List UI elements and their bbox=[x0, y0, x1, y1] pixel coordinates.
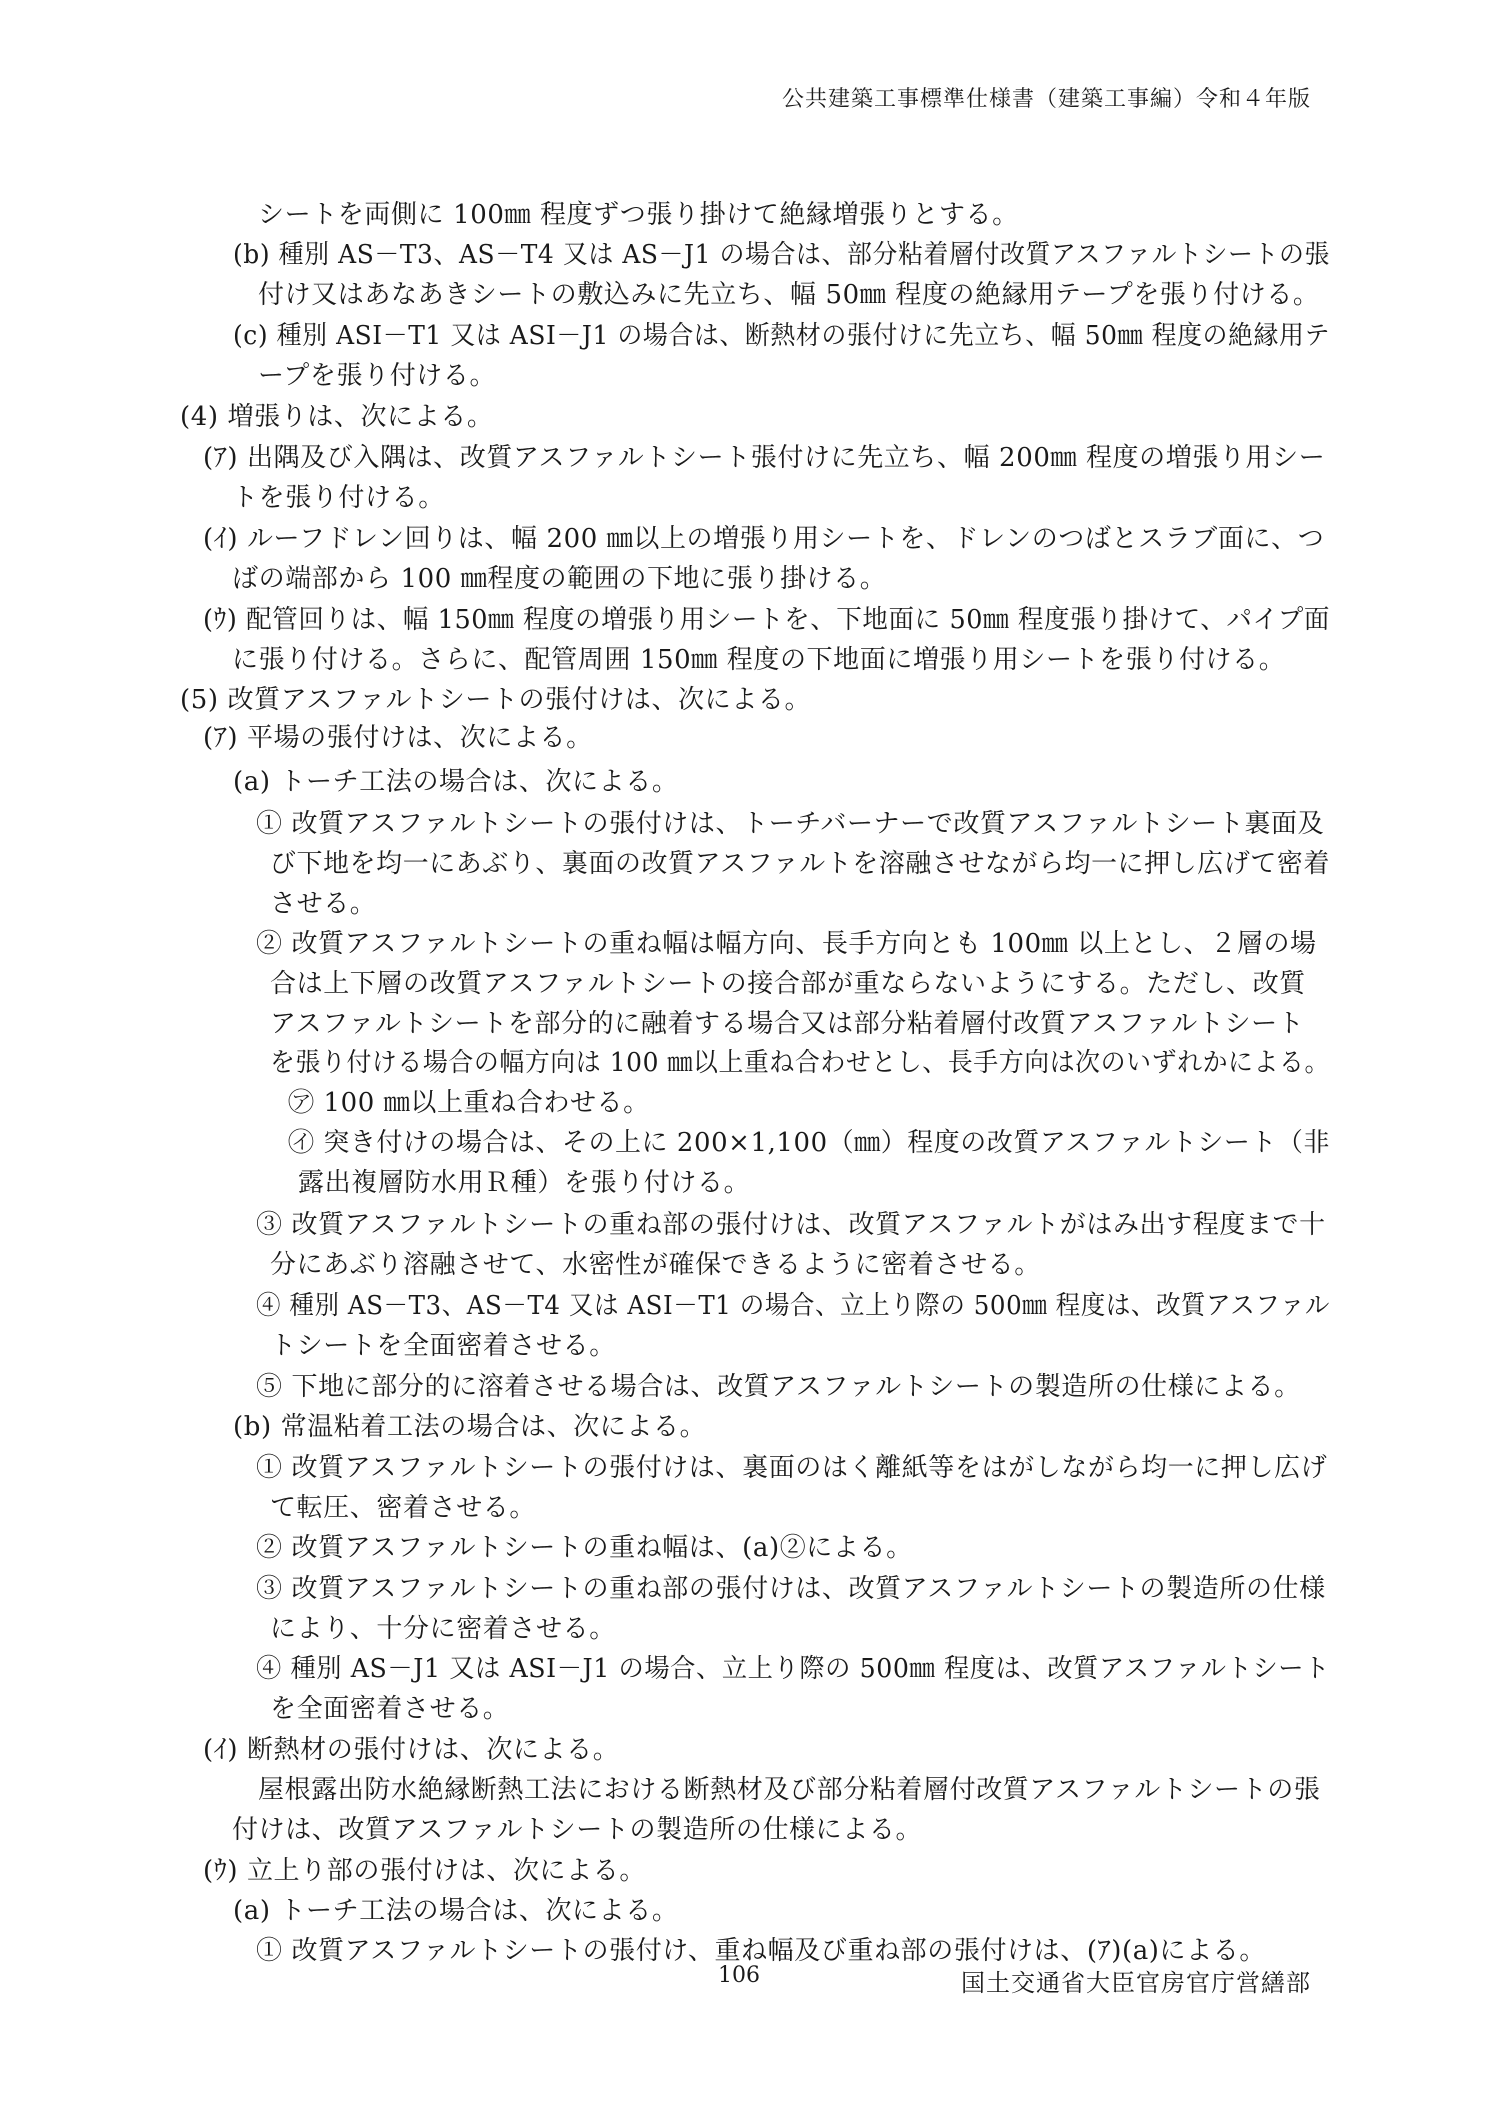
text-line: 露出複層防水用Ｒ種）を張り付ける。 bbox=[298, 1168, 751, 1198]
text-line: トを張り付ける。 bbox=[232, 483, 445, 513]
text-line: ② 改質アスファルトシートの重ね幅は、(a)②による。 bbox=[256, 1533, 913, 1563]
text-line: ③ 改質アスファルトシートの重ね部の張付けは、改質アスファルトがはみ出す程度まで十 bbox=[256, 1210, 1326, 1240]
text-line: (4) 増張りは、次による。 bbox=[180, 402, 494, 432]
text-line: させる。 bbox=[270, 889, 377, 919]
text-line: ① 改質アスファルトシートの張付け、重ね幅及び重ね部の張付けは、(ｱ)(a)による。 bbox=[256, 1936, 1266, 1966]
text-line: ① 改質アスファルトシートの張付けは、トーチバーナーで改質アスファルトシート裏面及 bbox=[256, 809, 1325, 839]
text-line: に張り付ける。さらに、配管周囲 150㎜ 程度の下地面に増張り用シートを張り付ける。 bbox=[232, 645, 1286, 675]
text-line: て転圧、密着させる。 bbox=[270, 1493, 537, 1523]
text-line: (ｲ) 断熱材の張付けは、次による。 bbox=[203, 1735, 620, 1765]
text-line: (ｲ) ルーフドレン回りは、幅 200 ㎜以上の増張り用シートを、ドレンのつばとスラブ面に、つ bbox=[203, 524, 1325, 554]
text-line: (b) 種別 AS－T3、AS－T4 又は AS－J1 の場合は、部分粘着層付改質アスファルトシートの張 bbox=[233, 240, 1331, 270]
text-line: 屋根露出防水絶縁断熱工法における断熱材及び部分粘着層付改質アスファルトシートの張 bbox=[258, 1775, 1321, 1805]
text-line: を全面密着させる。 bbox=[270, 1694, 510, 1724]
text-line: 付けは、改質アスファルトシートの製造所の仕様による。 bbox=[232, 1815, 923, 1845]
text-line: ② 改質アスファルトシートの重ね幅は幅方向、長手方向とも 100㎜ 以上とし、２層の場 bbox=[256, 929, 1317, 959]
text-line: 分にあぶり溶融させて、水密性が確保できるように密着させる。 bbox=[270, 1250, 1041, 1280]
text-line: (ｳ) 配管回りは、幅 150㎜ 程度の増張り用シートを、下地面に 50㎜ 程度張り掛けて、パイプ面 bbox=[203, 605, 1331, 635]
text-line: ばの端部から 100 ㎜程度の範囲の下地に張り掛ける。 bbox=[232, 564, 887, 594]
text-line: (b) 常温粘着工法の場合は、次による。 bbox=[233, 1412, 707, 1442]
text-line: により、十分に密着させる。 bbox=[270, 1614, 616, 1644]
text-line: (c) 種別 ASI－T1 又は ASI－J1 の場合は、断熱材の張付けに先立ち、幅 50㎜ 程度の絶縁用テ bbox=[233, 321, 1331, 351]
text-line: アスファルトシートを部分的に融着する場合又は部分粘着層付改質アスファルトシート bbox=[270, 1009, 1305, 1039]
page-header: 公共建築工事標準仕様書（建築工事編）令和４年版 bbox=[781, 87, 1311, 112]
text-line: ④ 種別 AS－T3、AS－T4 又は ASI－T1 の場合、立上り際の 500㎜ 程度は、改質アスファル bbox=[256, 1291, 1331, 1321]
text-line: ㋑ 突き付けの場合は、その上に 200×1,100（㎜）程度の改質アスファルトシート（非 bbox=[288, 1128, 1330, 1158]
text-line: (ｱ) 出隅及び入隅は、改質アスファルトシート張付けに先立ち、幅 200㎜ 程度の増張り用シー bbox=[203, 443, 1326, 473]
text-line: (a) トーチ工法の場合は、次による。 bbox=[233, 767, 679, 797]
text-line: ③ 改質アスファルトシートの重ね部の張付けは、改質アスファルトシートの製造所の仕様 bbox=[256, 1574, 1326, 1604]
text-line: シートを両側に 100㎜ 程度ずつ張り掛けて絶縁増張りとする。 bbox=[258, 200, 1019, 230]
text-line: 付け又はあなあきシートの敷込みに先立ち、幅 50㎜ 程度の絶縁用テープを張り付ける。 bbox=[258, 280, 1320, 310]
text-line: 合は上下層の改質アスファルトシートの接合部が重ならないようにする。ただし、改質 bbox=[270, 969, 1306, 999]
text-line: び下地を均一にあぶり、裏面の改質アスファルトを溶融させながら均一に押し広げて密着 bbox=[270, 849, 1331, 879]
text-line: ④ 種別 AS－J1 又は ASI－J1 の場合、立上り際の 500㎜ 程度は、改質アスファルトシート bbox=[256, 1654, 1330, 1684]
page-number: 106 bbox=[718, 1963, 760, 1988]
text-line: ⑤ 下地に部分的に溶着させる場合は、改質アスファルトシートの製造所の仕様による。 bbox=[256, 1372, 1301, 1402]
text-line: を張り付ける場合の幅方向は 100 ㎜以上重ね合わせとし、長手方向は次のいずれかによる。 bbox=[270, 1048, 1330, 1078]
footer-organization: 国土交通省大臣官房官庁営繕部 bbox=[961, 1969, 1311, 1997]
text-line: トシートを全面密着させる。 bbox=[270, 1331, 616, 1361]
text-line: ① 改質アスファルトシートの張付けは、裏面のはく離紙等をはがしながら均一に押し広げ bbox=[256, 1453, 1328, 1483]
text-line: ㋐ 100 ㎜以上重ね合わせる。 bbox=[288, 1088, 650, 1118]
text-line: (ｳ) 立上り部の張付けは、次による。 bbox=[203, 1856, 646, 1886]
text-line: (ｱ) 平場の張付けは、次による。 bbox=[203, 723, 593, 753]
text-line: (5) 改質アスファルトシートの張付けは、次による。 bbox=[180, 685, 812, 715]
text-line: (a) トーチ工法の場合は、次による。 bbox=[233, 1896, 679, 1926]
text-line: ープを張り付ける。 bbox=[258, 361, 497, 391]
